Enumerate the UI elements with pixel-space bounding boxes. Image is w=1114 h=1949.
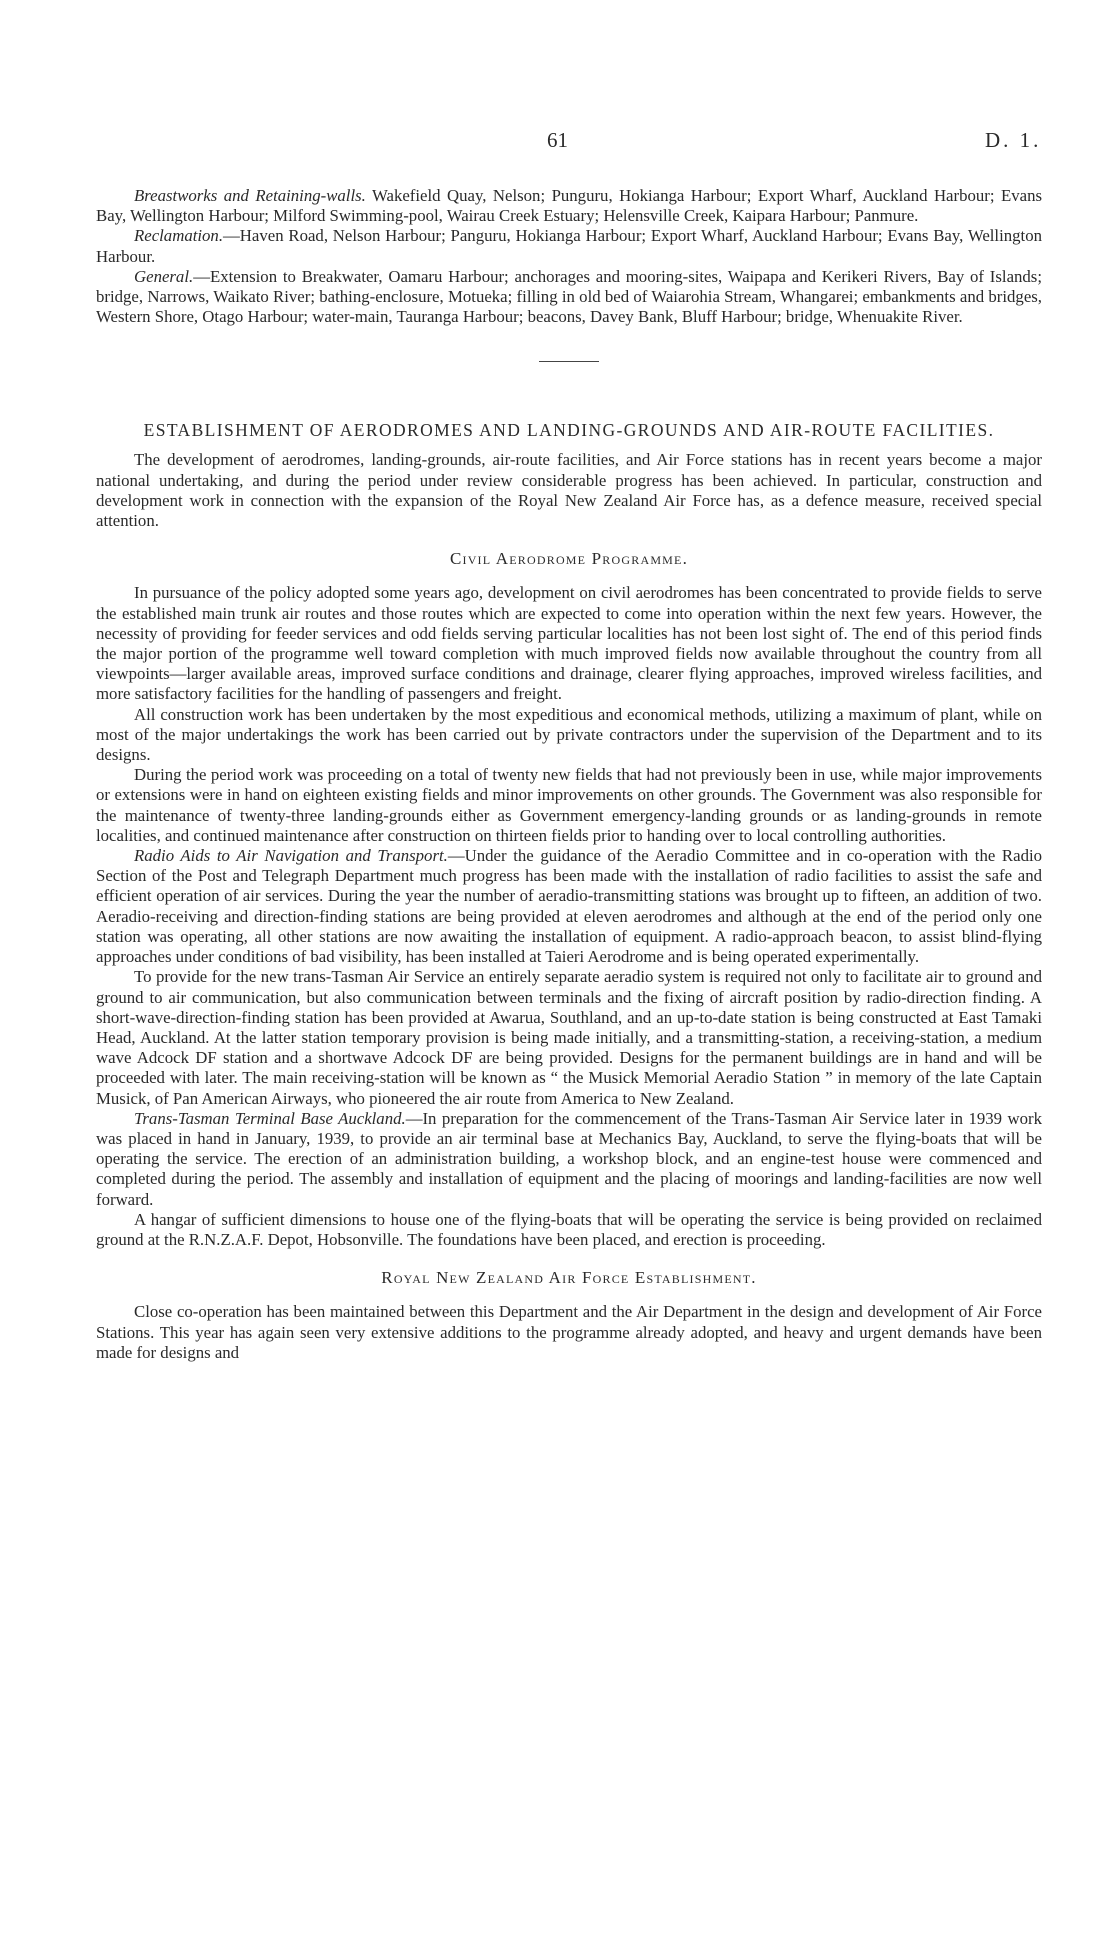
paragraph-terminal-base — [96, 1109, 1042, 1210]
paragraph — [96, 705, 1042, 766]
page-header — [0, 128, 1114, 158]
document-reference: D. 1. — [985, 128, 1042, 152]
paragraph-general — [96, 267, 1042, 328]
paragraph-reclamation — [96, 226, 1042, 266]
paragraph — [96, 765, 1042, 846]
paragraph — [96, 1302, 1042, 1363]
paragraph-text: —Extension to Breakwater, Oamaru Harbour; anchorages and mooring-sites, Waipapa and Kerikeri Rivers, Bay of Islands; bridge, Narrows, Waikato River; bathing-enclosure, Motueka; filling in old bed of Waiarohia Stream, Whangarei; embankments and bridges, Western Shore, Otago Harbour; water-main, Tauranga Harbour; beacons, Davey Bank, Bluff Harbour; bridge, Whenuakite River. — [96, 266, 1042, 327]
paragraph-radio-aids — [96, 846, 1042, 967]
paragraph-lead: Breastworks and Retaining-walls. — [134, 186, 366, 205]
paragraph-text: Wakefield Quay, Nelson; Punguru, Hokianga Harbour; Export Wharf, Auckland Harbour; Evans Bay, Wellington Harbour; Milford Swimming-pool, Wairau Creek Estuary; Helensville Creek, Kaipara Harbour; Panmure. — [96, 186, 1042, 226]
paragraph-lead: Radio Aids to Air Navigation and Transport. — [134, 846, 448, 866]
page-number: 61 — [547, 128, 568, 152]
paragraph-text: All construction work has been undertaken by the most expeditious and economical methods, utilizing a maximum of plant, while on most of the major undertakings the work has been carried out by private contractors under the supervision of the Department and to its designs. — [96, 704, 1042, 765]
paragraph-lead: Trans-Tasman Terminal Base Auckland. — [134, 1108, 406, 1128]
paragraph-lead: Reclamation. — [134, 226, 224, 246]
subheading-rnzaf: Royal New Zealand Air Force Establishment. — [381, 1268, 757, 1288]
section-divider — [539, 361, 599, 362]
paragraph-breastworks — [96, 186, 1042, 226]
works-list — [96, 186, 1042, 327]
paragraph-text: In pursuance of the policy adopted some years ago, development on civil aerodromes has been concentrated to provide fields to serve the established main trunk air routes and those routes which are expected to come into operation within the next few years. However, the necessity of providing for feeder services and odd fields serving particular localities has not been lost sight of. The end of this period finds the major portion of the programme well toward completion with much improved fields now available throughout the country from all viewpoints—larger available areas, improved surface conditions and drainage, clearer flying approaches, improved wireless facilities, and more satisfactory facilities for the handling of passengers and freight. — [96, 583, 1042, 704]
paragraph-text: A hangar of sufficient dimensions to house one of the flying-boats that will be operating the service is being provided on reclaimed ground at the R.N.Z.A.F. Depot, Hobsonville. The foundations have been placed, and erection is proceeding. — [96, 1209, 1042, 1249]
paragraph-lead: General. — [134, 266, 194, 286]
rnzaf-body — [96, 1302, 1042, 1363]
section-intro: The development of aerodromes, landing-grounds, air-route facilities, and Air Force stations has in recent years become a major national undertaking, and during the period under review considerable progress has been achieved. In particular, construction and development work in connection with the expansion of the Royal New Zealand Air Force has, as a defence measure, received special attention. — [96, 450, 1042, 531]
civil-aerodrome-body — [96, 583, 1042, 1250]
paragraph-text: To provide for the new trans-Tasman Air Service an entirely separate aeradio system is required not only to facilitate air to ground and ground to air communication, but also communication between terminals and the fixing of aircraft position by radio-direction finding. A short-wave-direction-finding station has been provided at Awarua, Southland, and an up-to-date station is being constructed at East Tamaki Head, Auckland. At the latter station temporary provision is being made initially, and a transmitting-station, a receiving-station, a medium wave Adcock DF station and a shortwave Adcock DF are being provided. Designs for the permanent buildings are in hand and will be proceeded with later. The main receiving-station will be known as “ the Musick Memorial Aeradio Station ” in memory of the late Captain Musick, of Pan American Airways, who pioneered the air route from America to New Zealand. — [96, 967, 1042, 1108]
subheading-civil-aerodrome: Civil Aerodrome Programme. — [449, 549, 689, 569]
paragraph-text: —In preparation for the commencement of the Trans-Tasman Air Service later in 1939 work was placed in hand in January, 1939, to provide an air terminal base at Mechanics Bay, Auckland, to serve the flying-boats that will be operating the service. The erection of an administration building, a workshop block, and an engine-test house were commenced and completed during the period. The assembly and installation of equipment and the placing of moorings and landing-facilities are now well forward. — [96, 1108, 1042, 1209]
paragraph-text: During the period work was proceeding on a total of twenty new fields that had not previously been in use, while major improvements or extensions were in hand on eighteen existing fields and minor improvements on other grounds. The Government was also responsible for the maintenance of twenty-three landing-grounds either as Government emergency-landing grounds or as landing-grounds in remote localities, and continued maintenance after construction on thirteen fields prior to handing over to local controlling authorities. — [96, 765, 1042, 845]
paragraph — [96, 967, 1042, 1108]
paragraph-text: —Haven Road, Nelson Harbour; Panguru, Hokianga Harbour; Export Wharf, Auckland Harbour; Evans Bay, Wellington Harbour. — [96, 226, 1042, 266]
section-title: ESTABLISHMENT OF AERODROMES AND LANDING-GROUNDS AND AIR-ROUTE FACILITIES. — [143, 420, 995, 441]
paragraph — [96, 1210, 1042, 1250]
paragraph-text: —Under the guidance of the Aeradio Committee and in co-operation with the Radio Section of the Post and Telegraph Department much progress has been made with the installation of radio facilities to assist the safe and efficient operation of air services. During the year the number of aeradio-transmitting stations was brought up to fifteen, an addition of two. Aeradio-receiving and direction-finding stations are being provided at eleven aerodromes and although at the end of the period only one station was operating, all other stations are now awaiting the installation of equipment. A radio-approach beacon, to assist blind-flying approaches under conditions of bad visibility, has been installed at Taieri Aerodrome and is being operated experimentally. — [96, 846, 1043, 967]
paragraph-text: Close co-operation has been maintained between this Department and the Air Department in the design and development of Air Force Stations. This year has again seen very extensive additions to the programme already adopted, and heavy and urgent demands have been made for designs and — [96, 1302, 1042, 1362]
paragraph — [96, 583, 1042, 704]
page-content — [96, 186, 1042, 1363]
